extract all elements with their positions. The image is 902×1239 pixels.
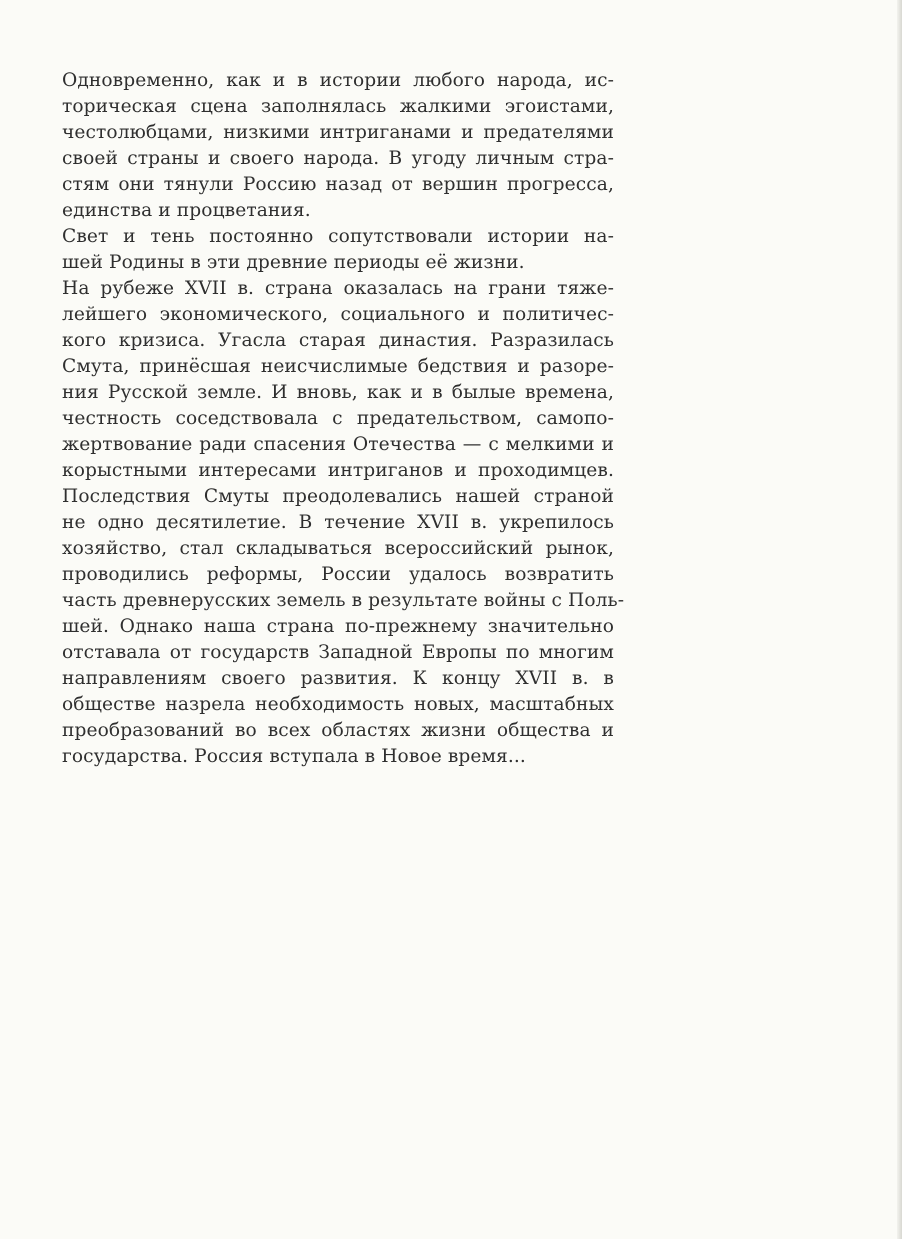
page-edge-shadow bbox=[897, 0, 902, 1239]
text-line: честолюбцами, низкими интриганами и предателями bbox=[62, 122, 614, 143]
text-line: хозяйство, стал складываться всероссийский рынок, bbox=[62, 538, 614, 559]
paragraph-3 bbox=[62, 276, 614, 484]
text-line: Последствия Смуты преодолевались нашей страной bbox=[62, 486, 614, 507]
text-line: На рубеже XVII в. страна оказалась на грани тяже- bbox=[62, 278, 614, 299]
text-line: стям они тянули Россию назад от вершин прогресса, bbox=[62, 174, 614, 195]
text-line: обществе назрела необходимость новых, масштабных bbox=[62, 694, 614, 715]
text-line: часть древнерусских земель в результате войны с Поль- bbox=[62, 590, 625, 611]
text-line: Свет и тень постоянно сопутствовали истории на- bbox=[62, 226, 614, 247]
text-line: государства. Россия вступала в Новое время... bbox=[62, 746, 526, 767]
paragraph-1 bbox=[62, 68, 614, 224]
text-line: направлениям своего развития. К концу XVII в. в bbox=[62, 668, 614, 689]
text-line: ния Русской земле. И вновь, как и в былые времена, bbox=[62, 382, 614, 403]
text-line: не одно десятилетие. В течение XVII в. укрепилось bbox=[62, 512, 614, 533]
body-text bbox=[62, 68, 625, 770]
text-line: преобразований во всех областях жизни общества и bbox=[62, 720, 614, 741]
text-line: шей Родины в эти древние периоды её жизни. bbox=[62, 252, 525, 273]
text-line: кого кризиса. Угасла старая династия. Разразилась bbox=[62, 330, 614, 351]
paragraph-2 bbox=[62, 224, 614, 276]
paragraph-4 bbox=[62, 484, 625, 770]
text-line: лейшего экономического, социального и политичес- bbox=[62, 304, 614, 325]
text-line: торическая сцена заполнялась жалкими эгоистами, bbox=[62, 96, 614, 117]
text-line: шей. Однако наша страна по-прежнему значительно bbox=[62, 616, 614, 637]
text-line: проводились реформы, России удалось возвратить bbox=[62, 564, 614, 585]
text-line: своей страны и своего народа. В угоду личным стра- bbox=[62, 148, 614, 169]
text-line: отставала от государств Западной Европы по многим bbox=[62, 642, 614, 663]
text-line: Смута, принёсшая неисчислимые бедствия и разоре- bbox=[62, 356, 614, 377]
text-line: жертвование ради спасения Отечества — с мелкими и bbox=[62, 434, 614, 455]
text-line: единства и процветания. bbox=[62, 200, 311, 221]
text-line: корыстными интересами интриганов и проходимцев. bbox=[62, 460, 614, 481]
text-line: Одновременно, как и в истории любого народа, ис- bbox=[62, 70, 614, 91]
text-line: честность соседствовала с предательством, самопо- bbox=[62, 408, 614, 429]
